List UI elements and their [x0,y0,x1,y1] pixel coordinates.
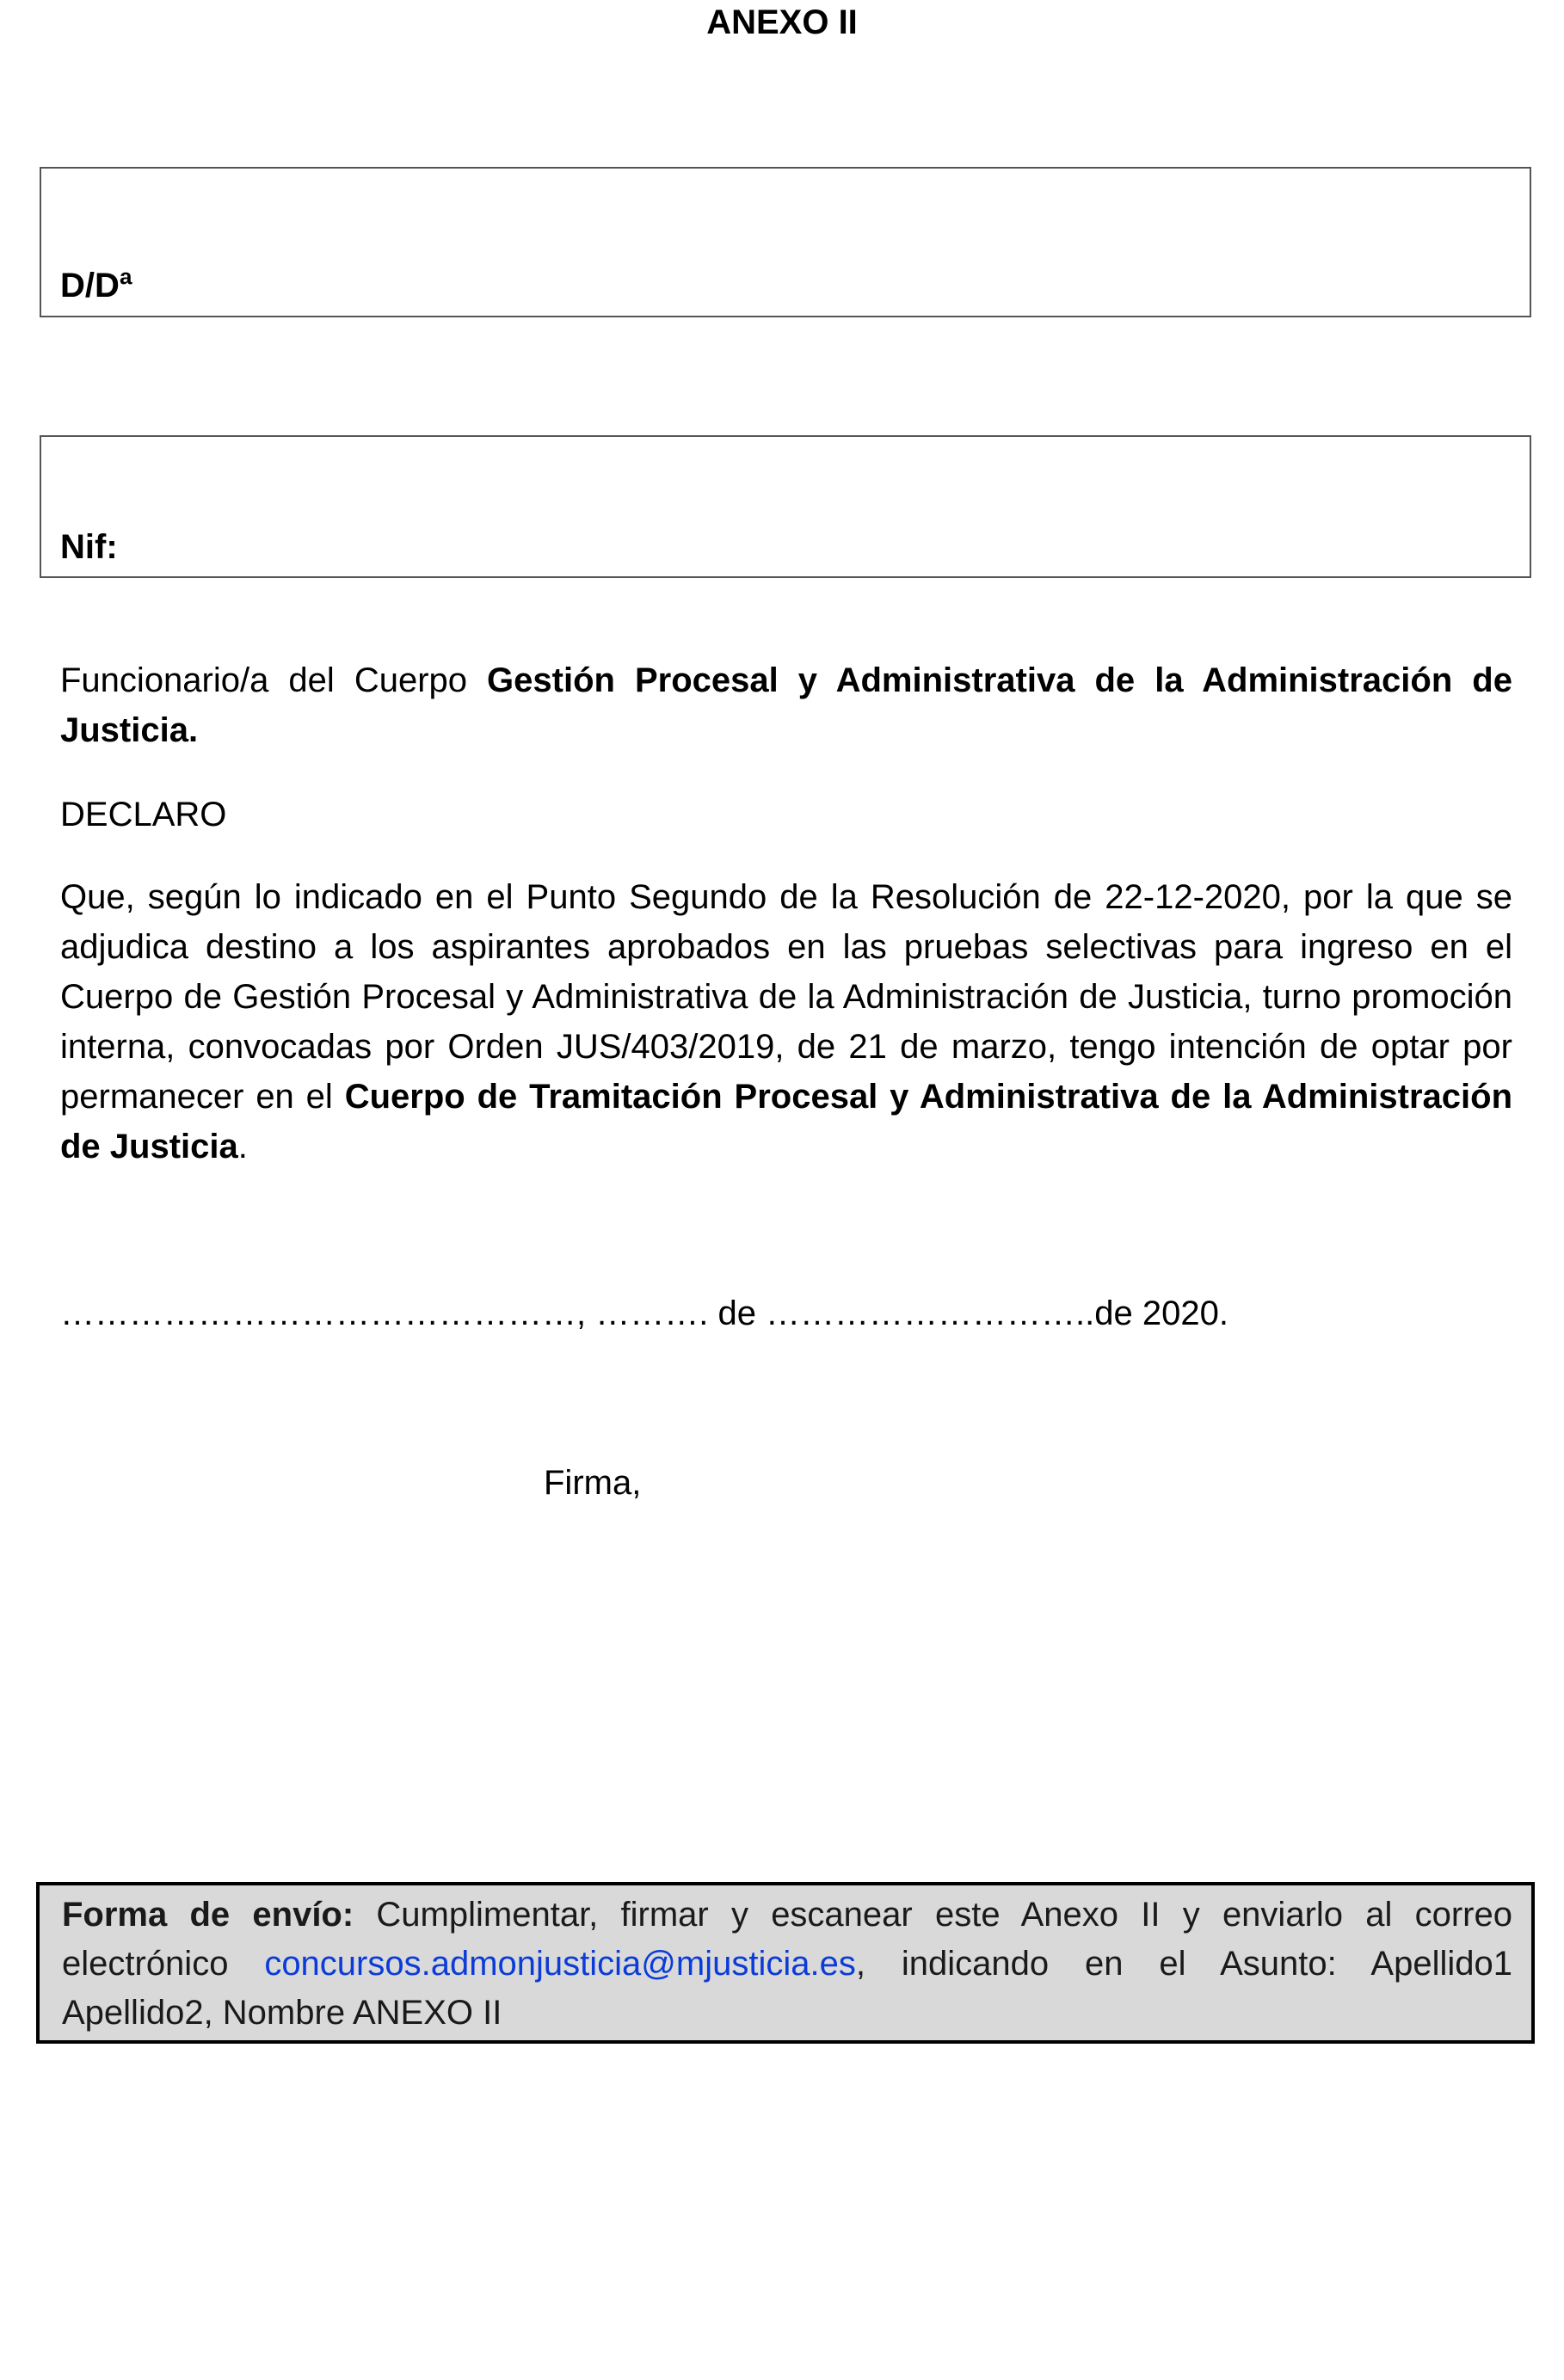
submission-text-before: Cumplimentar, firmar y escanear este Anexo II y enviarlo al correo electrónico [62,1896,1512,1983]
name-field-label: D/Dª [60,267,132,304]
declaration-paragraph [60,872,1512,1172]
document-title: ANEXO II [706,3,858,41]
nif-field-box[interactable] [40,435,1531,578]
funcionario-prefix: Funcionario/a del Cuerpo [60,661,488,699]
name-field-box[interactable] [40,167,1531,317]
submission-instructions-box [36,1882,1535,2044]
submission-instructions-text [62,1891,1512,2038]
declaro-heading: DECLARO [60,796,227,833]
submission-text-after: , indicando en el Asunto: Apellido1 Apellido2, Nombre ANEXO II [62,1945,1512,2032]
declaration-text: Que, según lo indicado en el Punto Segundo de la Resolución de 22-12-2020, por la que se adjudica destino a los aspirantes aprobados en las pruebas selectivas para ingreso en el Cuerpo de Gestión Procesal y Administrativa de la Administración de Justicia, turno promoción interna, convocadas por Orden JUS/403/2019, de 21 de marzo, tengo intención de optar por permanecer en el [60,878,1512,1116]
submission-label: Forma de envío: [62,1896,354,1934]
declaration-end: . [237,1128,248,1165]
funcionario-cuerpo: Gestión Procesal y Administrativa de la Administración de Justicia. [60,661,1512,749]
declaration-cuerpo: Cuerpo de Tramitación Procesal y Administrativa de la Administración de Justicia [60,1078,1513,1165]
date-place-line: ………………………………………, ………. de ………………………..de 2020. [60,1295,1228,1332]
nif-field-label: Nif: [60,528,118,566]
email-link[interactable]: concursos.admonjusticia@mjusticia.es [264,1945,856,1983]
signature-label: Firma, [544,1464,642,1502]
funcionario-paragraph [60,655,1512,755]
